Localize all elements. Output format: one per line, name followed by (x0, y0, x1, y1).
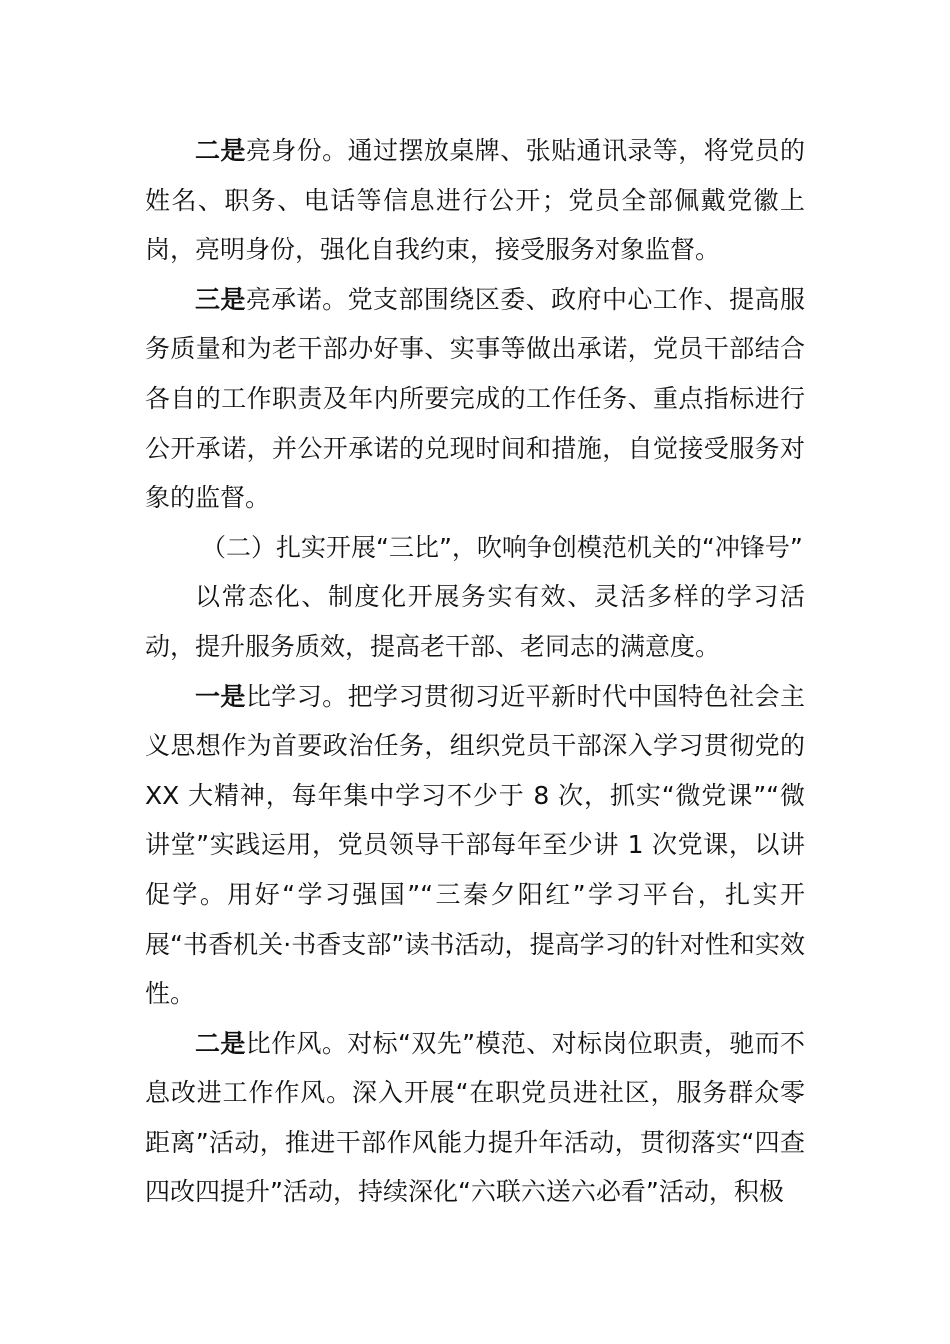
paragraph-liang-chengnuo (145, 275, 805, 523)
paragraph-text: 比作风。对标“双先”模范、对标岗位职责，驰而不息改进工作作风。深入开展“在职党员进社区，服务群众零距离”活动，推进干部作风能力提升年活动，贯彻落实“四查四改四提升”活动，持续深化“六联六送六必看”活动，积极 (145, 1028, 805, 1207)
paragraph-bi-zuofeng (145, 1019, 805, 1217)
paragraph-text: 亮身份。通过摆放桌牌、张贴通讯录等，将党员的姓名、职务、电话等信息进行公开；党员全部佩戴党徽上岗，亮明身份，强化自我约束，接受服务对象监督。 (145, 136, 805, 265)
document-body (145, 126, 805, 1217)
paragraph-lead: 二是 (195, 1028, 246, 1058)
paragraph-lead: 二是 (195, 136, 246, 165)
section-intro: 以常态化、制度化开展务实有效、灵活多样的学习活动，提升服务质效，提高老干部、老同志的满意度。 (145, 582, 805, 661)
paragraph-lead: 一是 (195, 681, 246, 711)
paragraph-bi-xuexi (145, 672, 805, 1019)
section-heading: （二）扎实开展“三比”，吹响争创模范机关的“冲锋号” (201, 532, 803, 562)
paragraph-text: 亮承诺。党支部围绕区委、政府中心工作、提高服务质量和为老干部办好事、实事等做出承诺，党员干部结合各自的工作职责及年内所要完成的工作任务、重点指标进行公开承诺，并公开承诺的兑现时间和措施，自觉接受服务对象的监督。 (145, 284, 805, 513)
paragraph-liang-shenfen (145, 126, 805, 275)
paragraph-text: 比学习。把学习贯彻习近平新时代中国特色社会主义思想作为首要政治任务，组织党员干部深入学习贯彻党的 XX 大精神，每年集中学习不少于 8 次，抓实“微党课”“微讲堂”实践运用，党员领导干部每年至少讲 1 次党课，以讲促学。用好“学习强国”“三秦夕阳红”学习平台，扎实开展“书香机关·书香支部”读书活动，提高学习的针对性和实效性。 (145, 681, 805, 1009)
paragraph-lead: 三是 (195, 284, 246, 314)
